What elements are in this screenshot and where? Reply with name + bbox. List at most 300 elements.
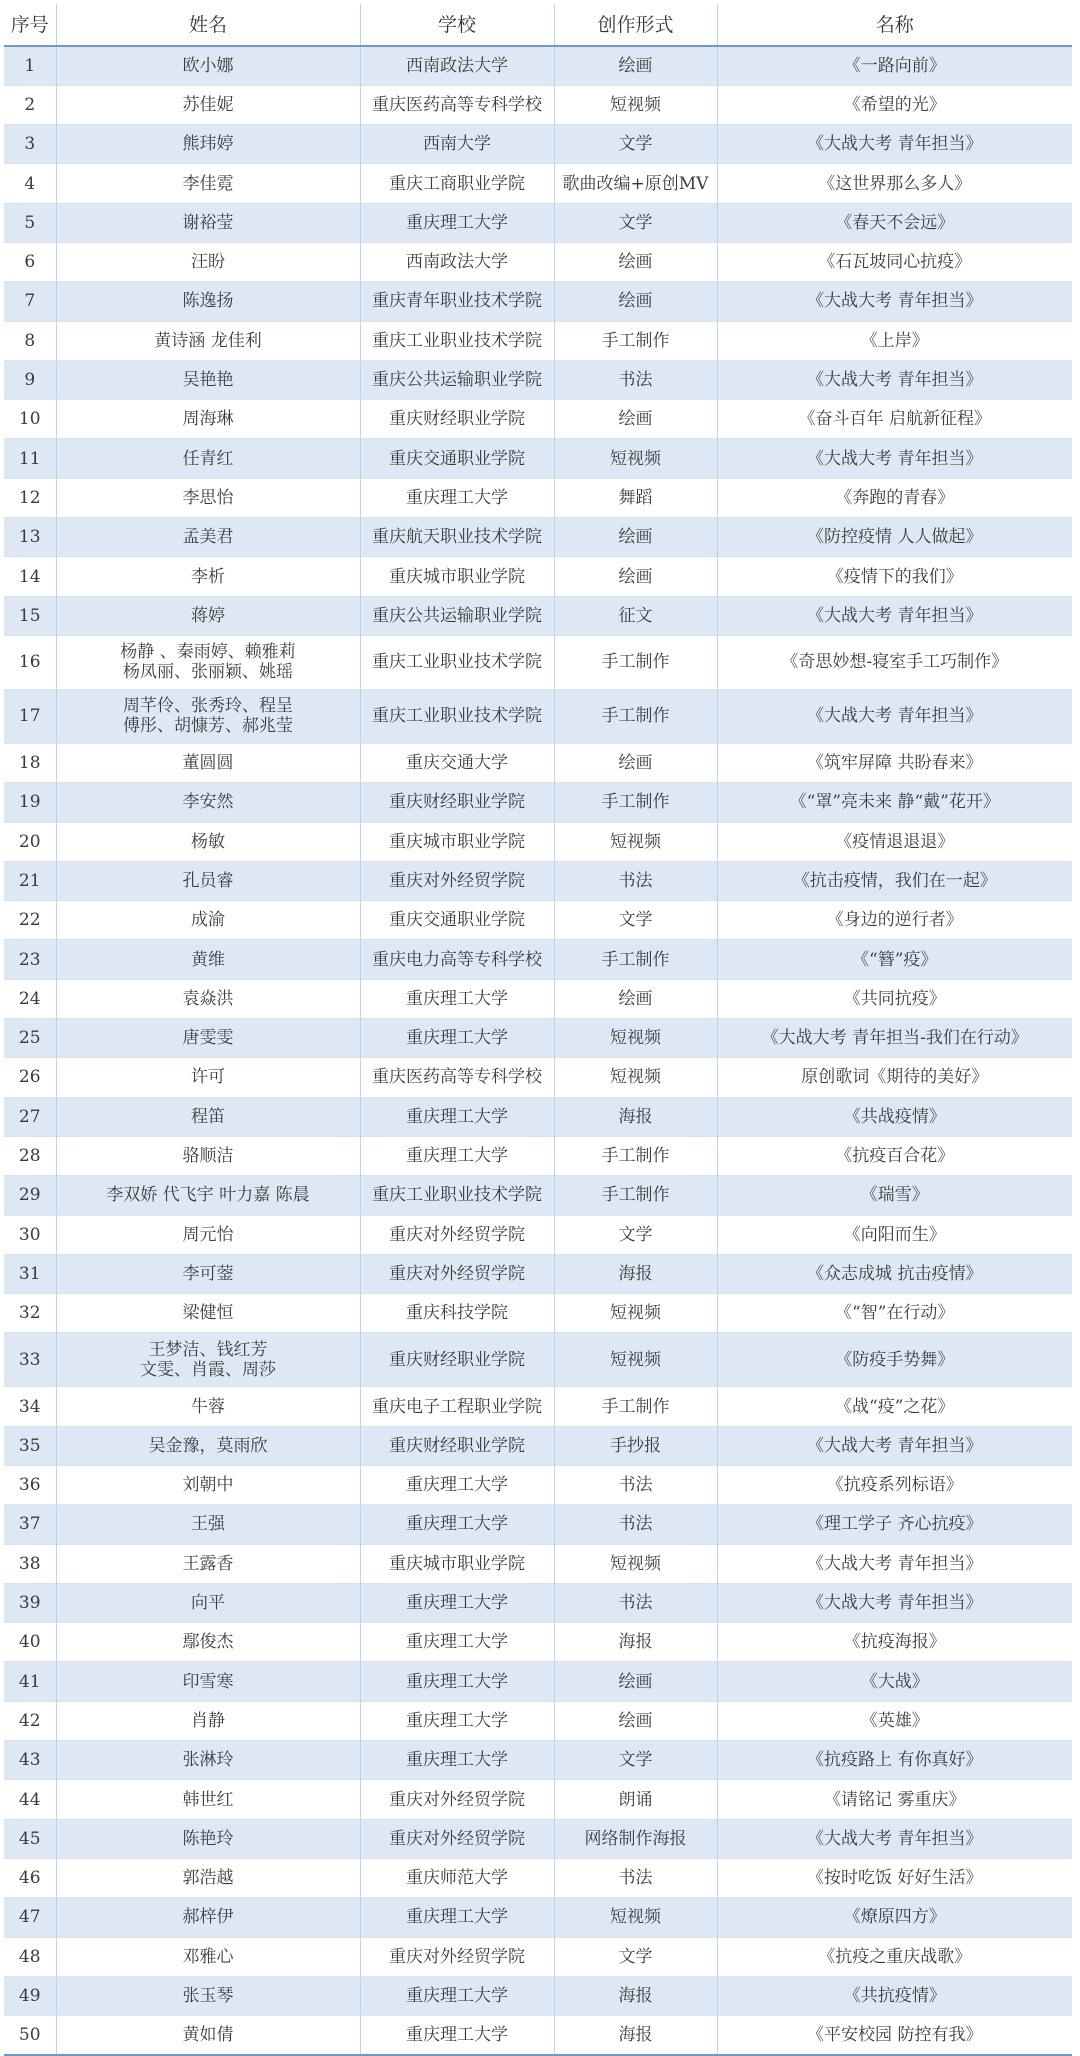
cell-school: 重庆理工大学 xyxy=(360,1097,554,1136)
cell-form: 书法 xyxy=(554,1583,717,1622)
table-row xyxy=(4,557,1072,596)
cell-title: 《向阳而生》 xyxy=(717,1215,1072,1254)
cell-title: 《大战大考 青年担当》 xyxy=(717,1583,1072,1622)
header-title: 名称 xyxy=(717,4,1072,46)
cell-index: 23 xyxy=(4,940,56,979)
cell-title: 《大战大考 青年担当》 xyxy=(717,1819,1072,1858)
table-row xyxy=(4,979,1072,1018)
cell-form: 书法 xyxy=(554,1858,717,1897)
cell-title: 《奇思妙想-寝室手工巧制作》 xyxy=(717,635,1072,689)
table-row xyxy=(4,1741,1072,1780)
cell-index: 13 xyxy=(4,518,56,557)
cell-name: 成渝 xyxy=(56,901,360,940)
cell-form: 绘画 xyxy=(554,282,717,321)
cell-school: 重庆对外经贸学院 xyxy=(360,1819,554,1858)
cell-school: 重庆交通职业学院 xyxy=(360,439,554,478)
cell-form: 海报 xyxy=(554,1623,717,1662)
cell-title: 《平安校园 防控有我》 xyxy=(717,2016,1072,2055)
cell-name: 骆顺洁 xyxy=(56,1136,360,1175)
cell-title: 《瑞雪》 xyxy=(717,1176,1072,1215)
cell-title: 《奔跑的青春》 xyxy=(717,478,1072,517)
cell-name: 袁焱洪 xyxy=(56,979,360,1018)
cell-form: 短视频 xyxy=(554,1294,717,1333)
cell-school: 重庆工业职业技术学院 xyxy=(360,635,554,689)
cell-index: 12 xyxy=(4,478,56,517)
cell-title: 《防控疫情 人人做起》 xyxy=(717,518,1072,557)
cell-name: 谢裕莹 xyxy=(56,203,360,242)
cell-name: 陈逸扬 xyxy=(56,282,360,321)
cell-school: 重庆理工大学 xyxy=(360,1505,554,1544)
cell-title: 《共抗疫情》 xyxy=(717,1976,1072,2015)
cell-index: 34 xyxy=(4,1387,56,1426)
cell-name: 王强 xyxy=(56,1505,360,1544)
cell-form: 歌曲改编+原创MV xyxy=(554,164,717,203)
cell-form: 书法 xyxy=(554,861,717,900)
cell-school: 重庆理工大学 xyxy=(360,1976,554,2015)
cell-school: 重庆理工大学 xyxy=(360,203,554,242)
table-row xyxy=(4,321,1072,360)
cell-name: 王露香 xyxy=(56,1544,360,1583)
table-row xyxy=(4,518,1072,557)
cell-title: 《抗疫路上 有你真好》 xyxy=(717,1741,1072,1780)
cell-name: 李佳霓 xyxy=(56,164,360,203)
table-row xyxy=(4,203,1072,242)
table-row xyxy=(4,282,1072,321)
table-row xyxy=(4,596,1072,635)
cell-form: 手抄报 xyxy=(554,1426,717,1465)
cell-index: 7 xyxy=(4,282,56,321)
table-row xyxy=(4,125,1072,164)
cell-title: 《大战大考 青年担当》 xyxy=(717,282,1072,321)
cell-school: 重庆财经职业学院 xyxy=(360,783,554,822)
cell-school: 重庆财经职业学院 xyxy=(360,1333,554,1387)
table-row xyxy=(4,1136,1072,1175)
cell-title: 《希望的光》 xyxy=(717,85,1072,124)
cell-name: 吴金豫，莫雨欣 xyxy=(56,1426,360,1465)
cell-school: 重庆理工大学 xyxy=(360,1741,554,1780)
header-index: 序号 xyxy=(4,4,56,46)
cell-title: 《大战大考 青年担当》 xyxy=(717,1544,1072,1583)
table-row xyxy=(4,85,1072,124)
table-row xyxy=(4,2016,1072,2055)
cell-school: 重庆城市职业学院 xyxy=(360,557,554,596)
cell-index: 27 xyxy=(4,1097,56,1136)
cell-form: 文学 xyxy=(554,1937,717,1976)
table-row xyxy=(4,1583,1072,1622)
cell-name: 许可 xyxy=(56,1058,360,1097)
cell-name: 唐雯雯 xyxy=(56,1019,360,1058)
cell-index: 32 xyxy=(4,1294,56,1333)
cell-index: 35 xyxy=(4,1426,56,1465)
cell-school: 重庆工业职业技术学院 xyxy=(360,1176,554,1215)
cell-school: 重庆对外经贸学院 xyxy=(360,861,554,900)
table-row xyxy=(4,1976,1072,2015)
table-row xyxy=(4,1387,1072,1426)
cell-school: 重庆理工大学 xyxy=(360,1136,554,1175)
cell-title: 《春天不会远》 xyxy=(717,203,1072,242)
cell-school: 重庆理工大学 xyxy=(360,1466,554,1505)
cell-title: 《抗疫百合花》 xyxy=(717,1136,1072,1175)
cell-index: 37 xyxy=(4,1505,56,1544)
cell-index: 36 xyxy=(4,1466,56,1505)
cell-form: 短视频 xyxy=(554,85,717,124)
cell-index: 5 xyxy=(4,203,56,242)
cell-name: 汪盼 xyxy=(56,242,360,281)
cell-index: 14 xyxy=(4,557,56,596)
cell-index: 1 xyxy=(4,46,56,85)
cell-form: 书法 xyxy=(554,1505,717,1544)
cell-title: 《大战大考 青年担当》 xyxy=(717,360,1072,399)
cell-title: 《抗疫系列标语》 xyxy=(717,1466,1072,1505)
cell-school: 重庆工商职业学院 xyxy=(360,164,554,203)
table-row xyxy=(4,1294,1072,1333)
cell-index: 40 xyxy=(4,1623,56,1662)
header-name: 姓名 xyxy=(56,4,360,46)
cell-title: 《大战大考 青年担当-我们在行动》 xyxy=(717,1019,1072,1058)
cell-school: 重庆航天职业技术学院 xyxy=(360,518,554,557)
table-row xyxy=(4,861,1072,900)
cell-index: 21 xyxy=(4,861,56,900)
cell-index: 18 xyxy=(4,743,56,782)
cell-index: 22 xyxy=(4,901,56,940)
cell-school: 重庆公共运输职业学院 xyxy=(360,360,554,399)
cell-name: 印雪寒 xyxy=(56,1662,360,1701)
table-row xyxy=(4,1701,1072,1740)
cell-index: 11 xyxy=(4,439,56,478)
cell-form: 短视频 xyxy=(554,1544,717,1583)
cell-index: 31 xyxy=(4,1254,56,1293)
table-row xyxy=(4,1780,1072,1819)
cell-index: 42 xyxy=(4,1701,56,1740)
cell-form: 短视频 xyxy=(554,822,717,861)
table-body xyxy=(4,46,1072,2055)
cell-name: 蒋婷 xyxy=(56,596,360,635)
cell-form: 网络制作海报 xyxy=(554,1819,717,1858)
table-row xyxy=(4,940,1072,979)
cell-index: 29 xyxy=(4,1176,56,1215)
cell-name: 李安然 xyxy=(56,783,360,822)
header-row xyxy=(4,4,1072,46)
cell-title: 《这世界那么多人》 xyxy=(717,164,1072,203)
cell-title: 《请铭记 雾重庆》 xyxy=(717,1780,1072,1819)
cell-index: 15 xyxy=(4,596,56,635)
cell-index: 19 xyxy=(4,783,56,822)
cell-title: 《疫情下的我们》 xyxy=(717,557,1072,596)
table-row xyxy=(4,901,1072,940)
cell-form: 文学 xyxy=(554,203,717,242)
cell-index: 41 xyxy=(4,1662,56,1701)
cell-school: 重庆师范大学 xyxy=(360,1858,554,1897)
cell-name: 陈艳玲 xyxy=(56,1819,360,1858)
cell-form: 海报 xyxy=(554,2016,717,2055)
cell-name: 张淋玲 xyxy=(56,1741,360,1780)
table-row xyxy=(4,1937,1072,1976)
cell-title: 《奋斗百年 启航新征程》 xyxy=(717,400,1072,439)
cell-school: 重庆交通职业学院 xyxy=(360,901,554,940)
cell-name: 黄维 xyxy=(56,940,360,979)
cell-form: 手工制作 xyxy=(554,940,717,979)
table-row xyxy=(4,1662,1072,1701)
cell-school: 重庆医药高等专科学校 xyxy=(360,1058,554,1097)
cell-index: 50 xyxy=(4,2016,56,2055)
cell-form: 舞蹈 xyxy=(554,478,717,517)
cell-name: 周海琳 xyxy=(56,400,360,439)
table-row xyxy=(4,1505,1072,1544)
cell-title: 《战“疫”之花》 xyxy=(717,1387,1072,1426)
cell-index: 39 xyxy=(4,1583,56,1622)
cell-school: 重庆交通大学 xyxy=(360,743,554,782)
cell-title: 原创歌词《期待的美好》 xyxy=(717,1058,1072,1097)
cell-index: 10 xyxy=(4,400,56,439)
cell-title: 《抗疫之重庆战歌》 xyxy=(717,1937,1072,1976)
cell-form: 短视频 xyxy=(554,1333,717,1387)
cell-index: 2 xyxy=(4,85,56,124)
cell-form: 绘画 xyxy=(554,979,717,1018)
table-row xyxy=(4,1254,1072,1293)
cell-title: 《“簪”疫》 xyxy=(717,940,1072,979)
cell-school: 重庆理工大学 xyxy=(360,1623,554,1662)
cell-form: 绘画 xyxy=(554,743,717,782)
cell-title: 《防疫手势舞》 xyxy=(717,1333,1072,1387)
cell-school: 重庆对外经贸学院 xyxy=(360,1937,554,1976)
cell-title: 《上岸》 xyxy=(717,321,1072,360)
cell-school: 重庆医药高等专科学校 xyxy=(360,85,554,124)
cell-name: 苏佳妮 xyxy=(56,85,360,124)
cell-form: 文学 xyxy=(554,125,717,164)
cell-title: 《大战》 xyxy=(717,1662,1072,1701)
cell-school: 重庆公共运输职业学院 xyxy=(360,596,554,635)
cell-name: 任青红 xyxy=(56,439,360,478)
cell-title: 《共同抗疫》 xyxy=(717,979,1072,1018)
cell-form: 书法 xyxy=(554,360,717,399)
cell-title: 《大战大考 青年担当》 xyxy=(717,439,1072,478)
cell-school: 重庆理工大学 xyxy=(360,1701,554,1740)
table-row xyxy=(4,743,1072,782)
table-row xyxy=(4,242,1072,281)
cell-title: 《大战大考 青年担当》 xyxy=(717,689,1072,743)
cell-title: 《大战大考 青年担当》 xyxy=(717,596,1072,635)
cell-form: 手工制作 xyxy=(554,1387,717,1426)
cell-school: 重庆理工大学 xyxy=(360,1898,554,1937)
table-row xyxy=(4,1058,1072,1097)
cell-form: 短视频 xyxy=(554,1058,717,1097)
cell-name: 郭浩越 xyxy=(56,1858,360,1897)
cell-form: 文学 xyxy=(554,901,717,940)
cell-name: 李析 xyxy=(56,557,360,596)
cell-name: 欧小娜 xyxy=(56,46,360,85)
cell-name: 吴艳艳 xyxy=(56,360,360,399)
cell-school: 重庆理工大学 xyxy=(360,979,554,1018)
cell-name: 杨静 、秦雨婷、赖雅莉 杨凤丽、张丽颖、姚瑶 xyxy=(56,635,360,689)
cell-school: 西南大学 xyxy=(360,125,554,164)
cell-school: 重庆对外经贸学院 xyxy=(360,1215,554,1254)
cell-form: 朗诵 xyxy=(554,1780,717,1819)
cell-school: 重庆财经职业学院 xyxy=(360,1426,554,1465)
table-row xyxy=(4,360,1072,399)
cell-school: 重庆青年职业技术学院 xyxy=(360,282,554,321)
cell-form: 绘画 xyxy=(554,518,717,557)
cell-index: 28 xyxy=(4,1136,56,1175)
table-row xyxy=(4,1019,1072,1058)
cell-form: 手工制作 xyxy=(554,689,717,743)
table-row xyxy=(4,822,1072,861)
cell-form: 海报 xyxy=(554,1254,717,1293)
cell-name: 熊玮婷 xyxy=(56,125,360,164)
cell-title: 《“智”在行动》 xyxy=(717,1294,1072,1333)
table-row xyxy=(4,1466,1072,1505)
table-row xyxy=(4,1176,1072,1215)
cell-name: 李思怡 xyxy=(56,478,360,517)
cell-index: 24 xyxy=(4,979,56,1018)
cell-name: 王梦洁、钱红芳 文雯、肖霞、周莎 xyxy=(56,1333,360,1387)
cell-school: 重庆电力高等专科学校 xyxy=(360,940,554,979)
cell-title: 《疫情退退退》 xyxy=(717,822,1072,861)
table-header xyxy=(4,4,1072,46)
cell-index: 30 xyxy=(4,1215,56,1254)
cell-name: 孟美君 xyxy=(56,518,360,557)
cell-form: 手工制作 xyxy=(554,783,717,822)
cell-school: 重庆工业职业技术学院 xyxy=(360,321,554,360)
cell-school: 重庆理工大学 xyxy=(360,1583,554,1622)
cell-index: 16 xyxy=(4,635,56,689)
cell-name: 李双娇 代飞宇 叶力嘉 陈晨 xyxy=(56,1176,360,1215)
cell-form: 绘画 xyxy=(554,557,717,596)
cell-form: 绘画 xyxy=(554,1662,717,1701)
cell-form: 征文 xyxy=(554,596,717,635)
cell-school: 重庆科技学院 xyxy=(360,1294,554,1333)
cell-form: 海报 xyxy=(554,1976,717,2015)
cell-index: 9 xyxy=(4,360,56,399)
cell-school: 重庆财经职业学院 xyxy=(360,400,554,439)
header-school: 学校 xyxy=(360,4,554,46)
cell-index: 43 xyxy=(4,1741,56,1780)
cell-school: 重庆理工大学 xyxy=(360,1662,554,1701)
cell-title: 《石瓦坡同心抗疫》 xyxy=(717,242,1072,281)
cell-title: 《一路向前》 xyxy=(717,46,1072,85)
table-row xyxy=(4,1898,1072,1937)
cell-index: 25 xyxy=(4,1019,56,1058)
table-row xyxy=(4,1333,1072,1387)
cell-name: 周元怡 xyxy=(56,1215,360,1254)
cell-name: 程笛 xyxy=(56,1097,360,1136)
cell-name: 周芊伶、张秀玲、程呈 傅彤、胡慷芳、郝兆莹 xyxy=(56,689,360,743)
cell-index: 17 xyxy=(4,689,56,743)
cell-name: 黄诗涵 龙佳利 xyxy=(56,321,360,360)
cell-form: 绘画 xyxy=(554,400,717,439)
cell-index: 45 xyxy=(4,1819,56,1858)
cell-index: 48 xyxy=(4,1937,56,1976)
table-row xyxy=(4,1623,1072,1662)
cell-form: 短视频 xyxy=(554,439,717,478)
cell-form: 手工制作 xyxy=(554,321,717,360)
cell-form: 海报 xyxy=(554,1097,717,1136)
cell-title: 《按时吃饭 好好生活》 xyxy=(717,1858,1072,1897)
cell-title: 《抗击疫情，我们在一起》 xyxy=(717,861,1072,900)
cell-name: 孔员睿 xyxy=(56,861,360,900)
cell-title: 《共战疫情》 xyxy=(717,1097,1072,1136)
cell-title: 《众志成城 抗击疫情》 xyxy=(717,1254,1072,1293)
cell-name: 韩世红 xyxy=(56,1780,360,1819)
cell-form: 手工制作 xyxy=(554,635,717,689)
cell-index: 4 xyxy=(4,164,56,203)
cell-school: 重庆理工大学 xyxy=(360,1019,554,1058)
table-row xyxy=(4,1544,1072,1583)
table-row xyxy=(4,635,1072,689)
cell-title: 《筑牢屏障 共盼春来》 xyxy=(717,743,1072,782)
cell-school: 重庆对外经贸学院 xyxy=(360,1254,554,1293)
cell-form: 绘画 xyxy=(554,1701,717,1740)
cell-form: 文学 xyxy=(554,1215,717,1254)
award-list-table xyxy=(4,4,1072,2056)
cell-index: 38 xyxy=(4,1544,56,1583)
cell-index: 33 xyxy=(4,1333,56,1387)
cell-title: 《大战大考 青年担当》 xyxy=(717,1426,1072,1465)
cell-school: 重庆理工大学 xyxy=(360,2016,554,2055)
cell-form: 文学 xyxy=(554,1741,717,1780)
cell-title: 《燎原四方》 xyxy=(717,1898,1072,1937)
table-row xyxy=(4,1097,1072,1136)
cell-title: 《“罩”亮未来 静“戴”花开》 xyxy=(717,783,1072,822)
table-row xyxy=(4,439,1072,478)
cell-form: 书法 xyxy=(554,1466,717,1505)
cell-form: 短视频 xyxy=(554,1019,717,1058)
cell-name: 郝梓伊 xyxy=(56,1898,360,1937)
cell-form: 手工制作 xyxy=(554,1176,717,1215)
cell-title: 《抗疫海报》 xyxy=(717,1623,1072,1662)
table-row xyxy=(4,689,1072,743)
cell-index: 3 xyxy=(4,125,56,164)
cell-school: 重庆工业职业技术学院 xyxy=(360,689,554,743)
cell-name: 张玉琴 xyxy=(56,1976,360,2015)
cell-index: 44 xyxy=(4,1780,56,1819)
cell-name: 向平 xyxy=(56,1583,360,1622)
cell-name: 牛蓉 xyxy=(56,1387,360,1426)
cell-name: 董圆圆 xyxy=(56,743,360,782)
cell-name: 杨敏 xyxy=(56,822,360,861)
cell-name: 李可蓥 xyxy=(56,1254,360,1293)
cell-index: 47 xyxy=(4,1898,56,1937)
cell-form: 短视频 xyxy=(554,1898,717,1937)
table-row xyxy=(4,46,1072,85)
cell-index: 8 xyxy=(4,321,56,360)
cell-school: 重庆理工大学 xyxy=(360,478,554,517)
table-row xyxy=(4,1819,1072,1858)
header-form: 创作形式 xyxy=(554,4,717,46)
cell-index: 49 xyxy=(4,1976,56,2015)
table-row xyxy=(4,783,1072,822)
cell-name: 鄢俊杰 xyxy=(56,1623,360,1662)
cell-form: 绘画 xyxy=(554,242,717,281)
cell-index: 20 xyxy=(4,822,56,861)
cell-form: 手工制作 xyxy=(554,1136,717,1175)
table-row xyxy=(4,1858,1072,1897)
cell-school: 重庆城市职业学院 xyxy=(360,822,554,861)
table-row xyxy=(4,1215,1072,1254)
table-row xyxy=(4,164,1072,203)
cell-name: 邓雅心 xyxy=(56,1937,360,1976)
cell-name: 肖静 xyxy=(56,1701,360,1740)
cell-index: 6 xyxy=(4,242,56,281)
cell-title: 《大战大考 青年担当》 xyxy=(717,125,1072,164)
table-row xyxy=(4,1426,1072,1465)
cell-name: 刘朝中 xyxy=(56,1466,360,1505)
cell-form: 绘画 xyxy=(554,46,717,85)
cell-school: 重庆城市职业学院 xyxy=(360,1544,554,1583)
table-row xyxy=(4,478,1072,517)
cell-title: 《英雄》 xyxy=(717,1701,1072,1740)
cell-school: 西南政法大学 xyxy=(360,46,554,85)
cell-school: 重庆对外经贸学院 xyxy=(360,1780,554,1819)
